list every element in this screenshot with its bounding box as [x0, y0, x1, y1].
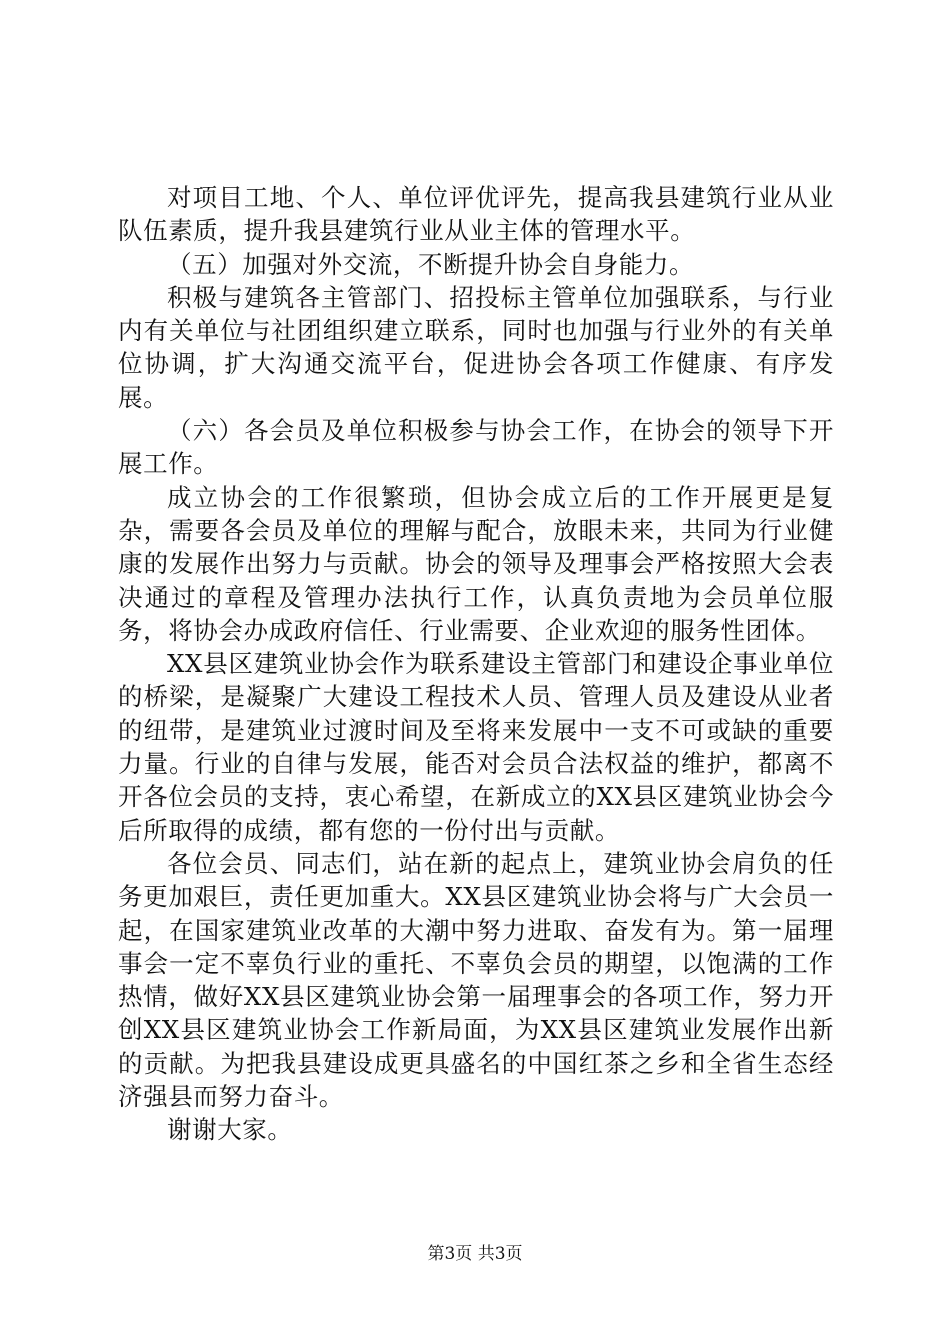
paragraph-2: （五）加强对外交流，不断提升协会自身能力。 — [167, 249, 695, 279]
paragraph-5: 成立协会的工作很繁琐，但协会成立后的工作开展更是复杂，需要各会员及单位的理解与配合，放眼未来，共同为行业健康的发展作出努力与贡献。协会的领导及理事会严格按照大会表决通过的章程及管理办法执行工作，认真负责地为会员单位服务，将协会办成政府信任、行业需要、企业欢迎的服务性团体。 — [118, 482, 834, 645]
page-footer: 第3页 共3页 — [427, 1244, 523, 1264]
document-body — [118, 181, 834, 1147]
paragraph-6: XX县区建筑业协会作为联系建设主管部门和建设企事业单位的桥梁，是凝聚广大建设工程技术人员、管理人员及建设从业者的纽带，是建筑业过渡时间及至将来发展中一支不可或缺的重要力量。行业的自律与发展，能否对会员合法权益的维护，都离不开各位会员的支持，衷心希望，在新成立的XX县区建筑业协会今后所取得的成绩，都有您的一份付出与贡献。 — [118, 649, 834, 845]
paragraph-3: 积极与建筑各主管部门、招投标主管单位加强联系，与行业内有关单位与社团组织建立联系，同时也加强与行业外的有关单位协调，扩大沟通交流平台，促进协会各项工作健康、有序发展。 — [118, 282, 834, 412]
paragraph-7: 各位会员、同志们，站在新的起点上，建筑业协会肩负的任务更加艰巨，责任更加重大。XX县区建筑业协会将与广大会员一起，在国家建筑业改革的大潮中努力进取、奋发有为。第一届理事会一定不辜负行业的重托、不辜负会员的期望，以饱满的工作热情，做好XX县区建筑业协会第一届理事会的各项工作，努力开创XX县区建筑业协会工作新局面，为XX县区建筑业发展作出新的贡献。为把我县建设成更具盛名的中国红茶之乡和全省生态经济强县而努力奋斗。 — [118, 848, 834, 1112]
paragraph-4: （六）各会员及单位积极参与协会工作，在协会的领导下开展工作。 — [118, 416, 834, 479]
paragraph-1: 对项目工地、个人、单位评优评先，提高我县建筑行业从业队伍素质，提升我县建筑行业从业主体的管理水平。 — [118, 183, 834, 246]
paragraph-8: 谢谢大家。 — [167, 1115, 293, 1145]
